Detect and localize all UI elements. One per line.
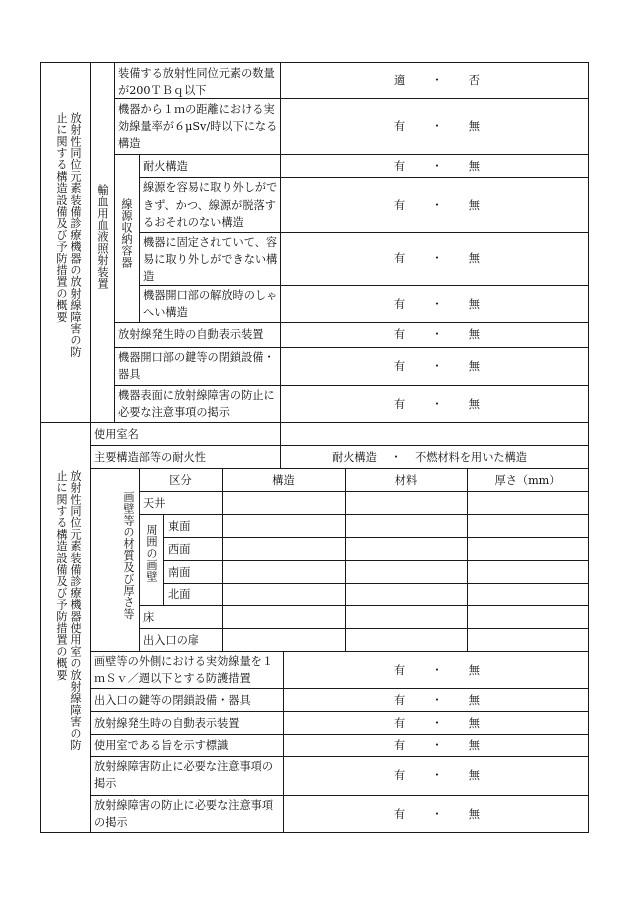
option-b: 無 [468,398,480,411]
s2-row-options-1 [394,662,480,679]
option-a: 適 [394,74,406,87]
table-border-bottom [40,832,589,833]
s2-row-label-6: 放射線障害の防止に必要な注意事項の掲示 [94,799,274,829]
fire-option-b: 不燃材料を用いた構造 [415,451,527,464]
header-atsusa: 厚さ（mm） [494,474,561,487]
option-b: 無 [468,694,480,707]
option-a: 有 [394,360,406,373]
s2-row-label-5: 放射線障害防止に必要な注意事項の掲示 [94,760,274,790]
s2-row-options-4 [394,737,480,754]
wall-south-label: 南面 [168,566,191,579]
option-separator: ・ [431,328,443,341]
s2-row-label-4: 使用室である旨を示す標識 [94,739,229,752]
table-border-left [40,62,41,833]
s2-row-options-5 [394,767,480,784]
s1-row-label-3: 耐火構造 [143,160,188,173]
option-b: 無 [468,739,480,752]
s2-row-options-3 [394,715,480,732]
option-b: 無 [468,717,480,730]
section-separator [40,422,589,423]
container-label: 線源収納容器 [120,198,133,269]
room-name-label: 使用室名 [94,428,139,441]
s1-row-options-2 [394,118,480,135]
option-b: 無 [468,120,480,133]
fire-resistance-label: 主要構造部等の耐火性 [94,451,206,464]
option-separator: ・ [431,298,443,311]
door-label: 出入口の扉 [143,634,199,647]
option-b: 無 [468,808,480,821]
option-a: 有 [394,694,406,707]
option-b: 無 [468,769,480,782]
option-a: 有 [394,398,406,411]
option-b: 無 [468,360,480,373]
option-b: 否 [468,74,480,87]
option-separator: ・ [431,199,443,212]
s1-row-options-4 [394,197,480,214]
option-a: 有 [394,717,406,730]
option-separator: ・ [431,739,443,752]
ceiling-label: 天井 [143,497,166,510]
s1-row-label-1: 装備する放射性同位元素の数量が200ＴＢｑ以下 [118,67,275,97]
s2-row-label-3: 放射線発生時の自動表示装置 [94,717,240,730]
option-separator: ・ [431,808,443,821]
s1-row-options-7 [394,326,480,343]
option-separator: ・ [431,717,443,730]
header-zairyo: 材料 [394,474,418,487]
option-a: 有 [394,808,406,821]
s1-row-label-4: 線源を容易に取り外しができず、かつ、線源が脱落するおそれのない構造 [143,181,278,229]
s1-row-options-1 [394,72,480,89]
option-separator: ・ [431,398,443,411]
option-a: 有 [394,199,406,212]
s1-row-options-8 [394,358,480,375]
s1-row-label-8: 機器開口部の鍵等の閉鎖設備・器具 [118,351,275,381]
fire-resistance-options [332,449,527,466]
option-a: 有 [394,160,406,173]
option-separator: ・ [431,360,443,373]
option-a: 有 [394,252,406,265]
s2-row-options-2 [394,692,480,709]
header-kubun: 区分 [169,474,192,487]
wall-east-label: 東面 [168,520,191,533]
s1-row-label-7: 放射線発生時の自動表示装置 [118,328,264,341]
floor-label: 床 [143,611,155,624]
option-a: 有 [394,298,406,311]
option-separator: ・ [431,252,443,265]
table-border-top [40,62,589,63]
option-a: 有 [394,120,406,133]
device-label: 輸血用血液照射装置 [96,184,109,290]
s2-row-label-1: 画壁等の外側における実効線量を１ｍＳｖ／週以下とする防護措置 [94,655,274,685]
wall-group-label: 画壁等の材質及び厚さ等 [122,491,135,620]
option-b: 無 [468,160,480,173]
section-title-room: 放射性同位元素装備診療機器使用室の放射線障害の防止に関する構造設備及び予防措置の概要 [55,470,82,751]
fire-option-a: 耐火構造 [332,451,377,464]
s2-row-label-2: 出入口の鍵等の閉鎖設備・器具 [94,694,251,707]
s1-row-options-9 [394,396,480,413]
wall-west-label: 西面 [168,543,191,556]
surrounding-walls-label: 周囲の画壁 [145,524,158,583]
option-a: 有 [394,769,406,782]
option-separator: ・ [431,160,443,173]
option-b: 無 [468,252,480,265]
option-separator: ・ [431,120,443,133]
s1-row-label-2: 機器から１ｍの距離における実効線量率が６μSv/時以下になる構造 [118,103,278,150]
option-separator: ・ [431,769,443,782]
option-a: 有 [394,664,406,677]
option-a: 有 [394,328,406,341]
option-a: 有 [394,739,406,752]
option-separator: ・ [431,694,443,707]
section-title-equipment: 放射性同位元素装備診療機器の放射線障害の防止に関する構造設備及び予防措置の概要 [55,112,82,358]
s1-row-label-5: 機器に固定されていて、容易に取り外しができない構造 [143,236,278,283]
s1-row-options-6 [394,296,480,313]
s1-row-label-9: 機器表面に放射線障害の防止に必要な注意事項の掲示 [118,389,275,419]
option-b: 無 [468,298,480,311]
s1-row-options-5 [394,250,480,267]
header-kozo: 構造 [272,474,295,487]
wall-north-label: 北面 [168,588,191,601]
s1-row-options-3 [394,158,480,175]
option-b: 無 [468,664,480,677]
option-b: 無 [468,328,480,341]
option-separator: ・ [390,451,402,464]
s2-row-options-6 [394,806,480,823]
option-separator: ・ [431,74,443,87]
option-separator: ・ [431,664,443,677]
s1-row-label-6: 機器開口部の解放時のしゃへい構造 [143,289,278,319]
option-b: 無 [468,199,480,212]
